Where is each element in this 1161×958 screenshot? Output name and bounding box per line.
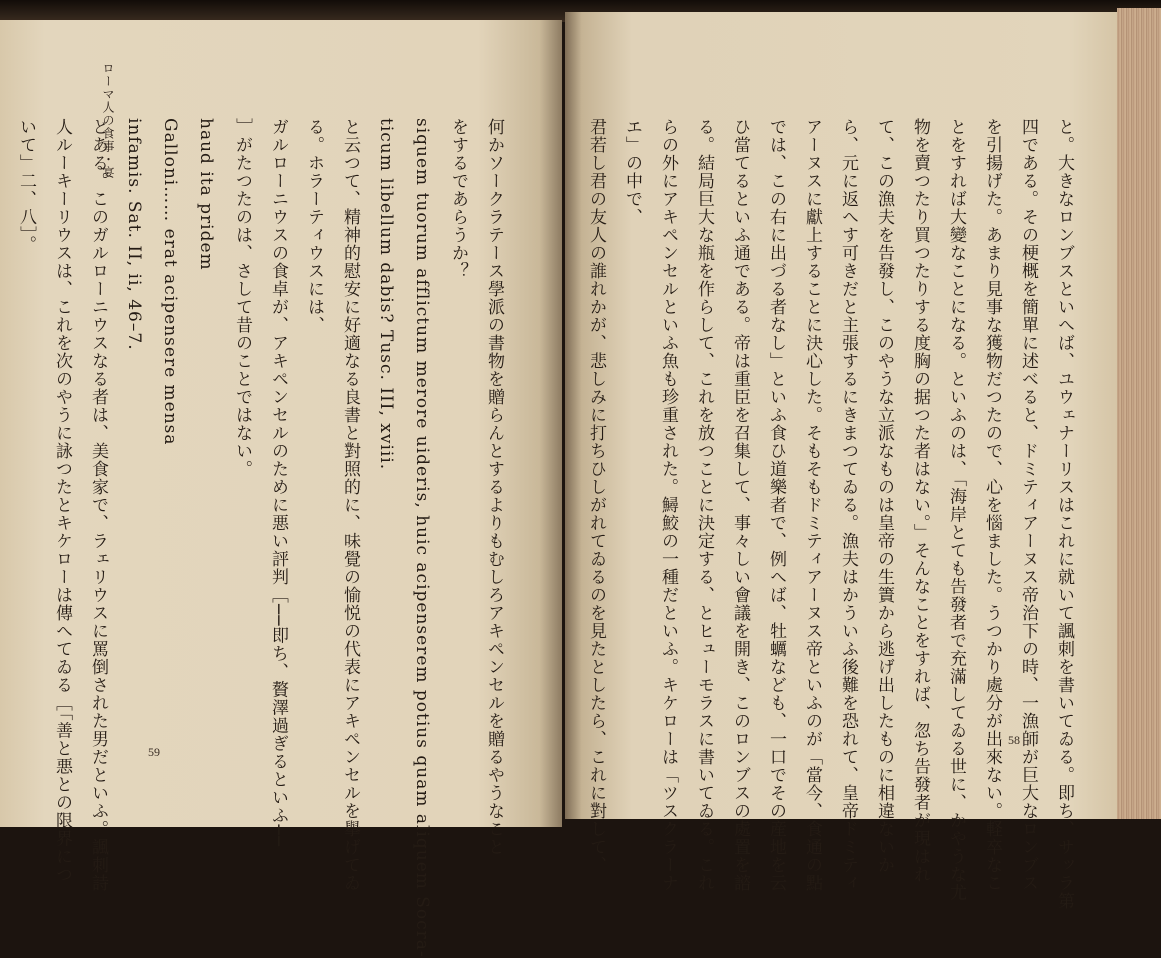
text-column: 君若し君の友人の誰れかが、悲しみに打ちひしがれてゐるのを見たとしたら、これに對して、	[586, 118, 606, 874]
text-column: て、この漁夫を告發し、このやうな立派なものは皇帝の生簀から逃げ出したものに相違ないか	[874, 118, 894, 874]
text-column: いて」二、八］。	[16, 118, 36, 254]
text-column: らの外にアキペンセルといふ魚も珍重された。鱘鮫の一種だといふ。キケローは「ツスクラーナ	[658, 118, 678, 892]
text-column: を引揚げた。あまり見事な獲物だつたので、心を惱ました。うつかり處分が出來ない。軽卒なこ	[982, 118, 1002, 892]
text-column: と。大きなロンブスといへば、ユウェナーリスはこれに就いて諷刺を書いてゐる。即ち、サッラ第	[1054, 118, 1074, 910]
running-head: ローマ人の食事・宴	[101, 62, 115, 179]
text-column: haud ita pridem	[196, 118, 216, 271]
text-column: る。ホラーティウスには、	[304, 118, 324, 334]
text-column: とをすれば大變なことになる。といふのは、「海岸とても告發者で充滿してゐる世に、かやうな尤	[946, 118, 966, 902]
left-page-text	[16, 118, 512, 958]
text-column: アーヌスに獻上することに決心した。そもそもドミティアーヌス帝といふのが「當今、食通の點	[802, 118, 822, 892]
text-column: エ」の中で、	[622, 118, 642, 226]
text-column: では、この右に出づる者なし」といふ食ひ道樂者で、例へば、牡蠣なども、一口でその産地を云	[766, 118, 786, 892]
text-column: とある。このガルローニウスなる者は、美食家で、ラェリウスに罵倒された男だといふ。諷刺詩	[88, 118, 108, 892]
text-column: ］がたつたのは、さして昔のことではない。	[232, 118, 252, 478]
text-column: ら、元に返へす可きだと主張するにきまつてゐる。漁夫はかういふ後難を恐れて、皇帝ドミティ	[838, 118, 858, 892]
text-column: ticum libellum dabis? Tusc. III, xviii.	[376, 118, 396, 471]
text-column: と云つて、精神的慰安に好適なる良書と對照的に、味覺の愉悦の代表にアキペンセルを擧げてゐ	[340, 118, 360, 892]
text-column: 何かソークラテース學派の書物を贈らんとするよりもむしろアキペンセルを贈るやうなこと	[484, 118, 504, 856]
text-column: をするであらうか？	[448, 118, 468, 280]
right-page-text	[586, 118, 1082, 910]
text-column: infamis. Sat. II, ii, 46–7.	[124, 118, 144, 351]
text-column: 人ルーキーリウスは、これを次のやうに詠つたとキケローは傳へてゐる［「善と悪との限界につ	[52, 118, 72, 884]
page-number-left: 59	[148, 745, 160, 759]
text-column: 物を賣つたり買つたりする度胸の据つた者はない。」そんなことをすれば、忽ち告發者が現はれ	[910, 118, 930, 884]
text-column: る。結局巨大な瓶を作らして、これを放つことに決定する、とヒューモラスに書いてゐる。これ	[694, 118, 714, 892]
text-column: Galloni…… erat acipensere mensa	[160, 118, 180, 446]
text-column: siquem tuorum afflictum merore uideris, huic acipenserem potius quam aliquem Socra-	[412, 118, 432, 958]
text-column: ひ當てるといふ通である。帝は重臣を召集して、事々しい會議を開き、このロンブスの處置を諮	[730, 118, 750, 892]
page-edges	[1117, 8, 1161, 819]
text-column: ガルローニウスの食卓が、アキペンセルのために悪い評判［──即ち、贅澤過ぎるといふ──	[268, 118, 288, 847]
text-column: 四である。その梗概を簡單に述べると、ドミティアーヌス帝治下の時、一漁師が巨大なロンブス	[1018, 118, 1038, 892]
page-number-right: 58	[1008, 733, 1020, 747]
